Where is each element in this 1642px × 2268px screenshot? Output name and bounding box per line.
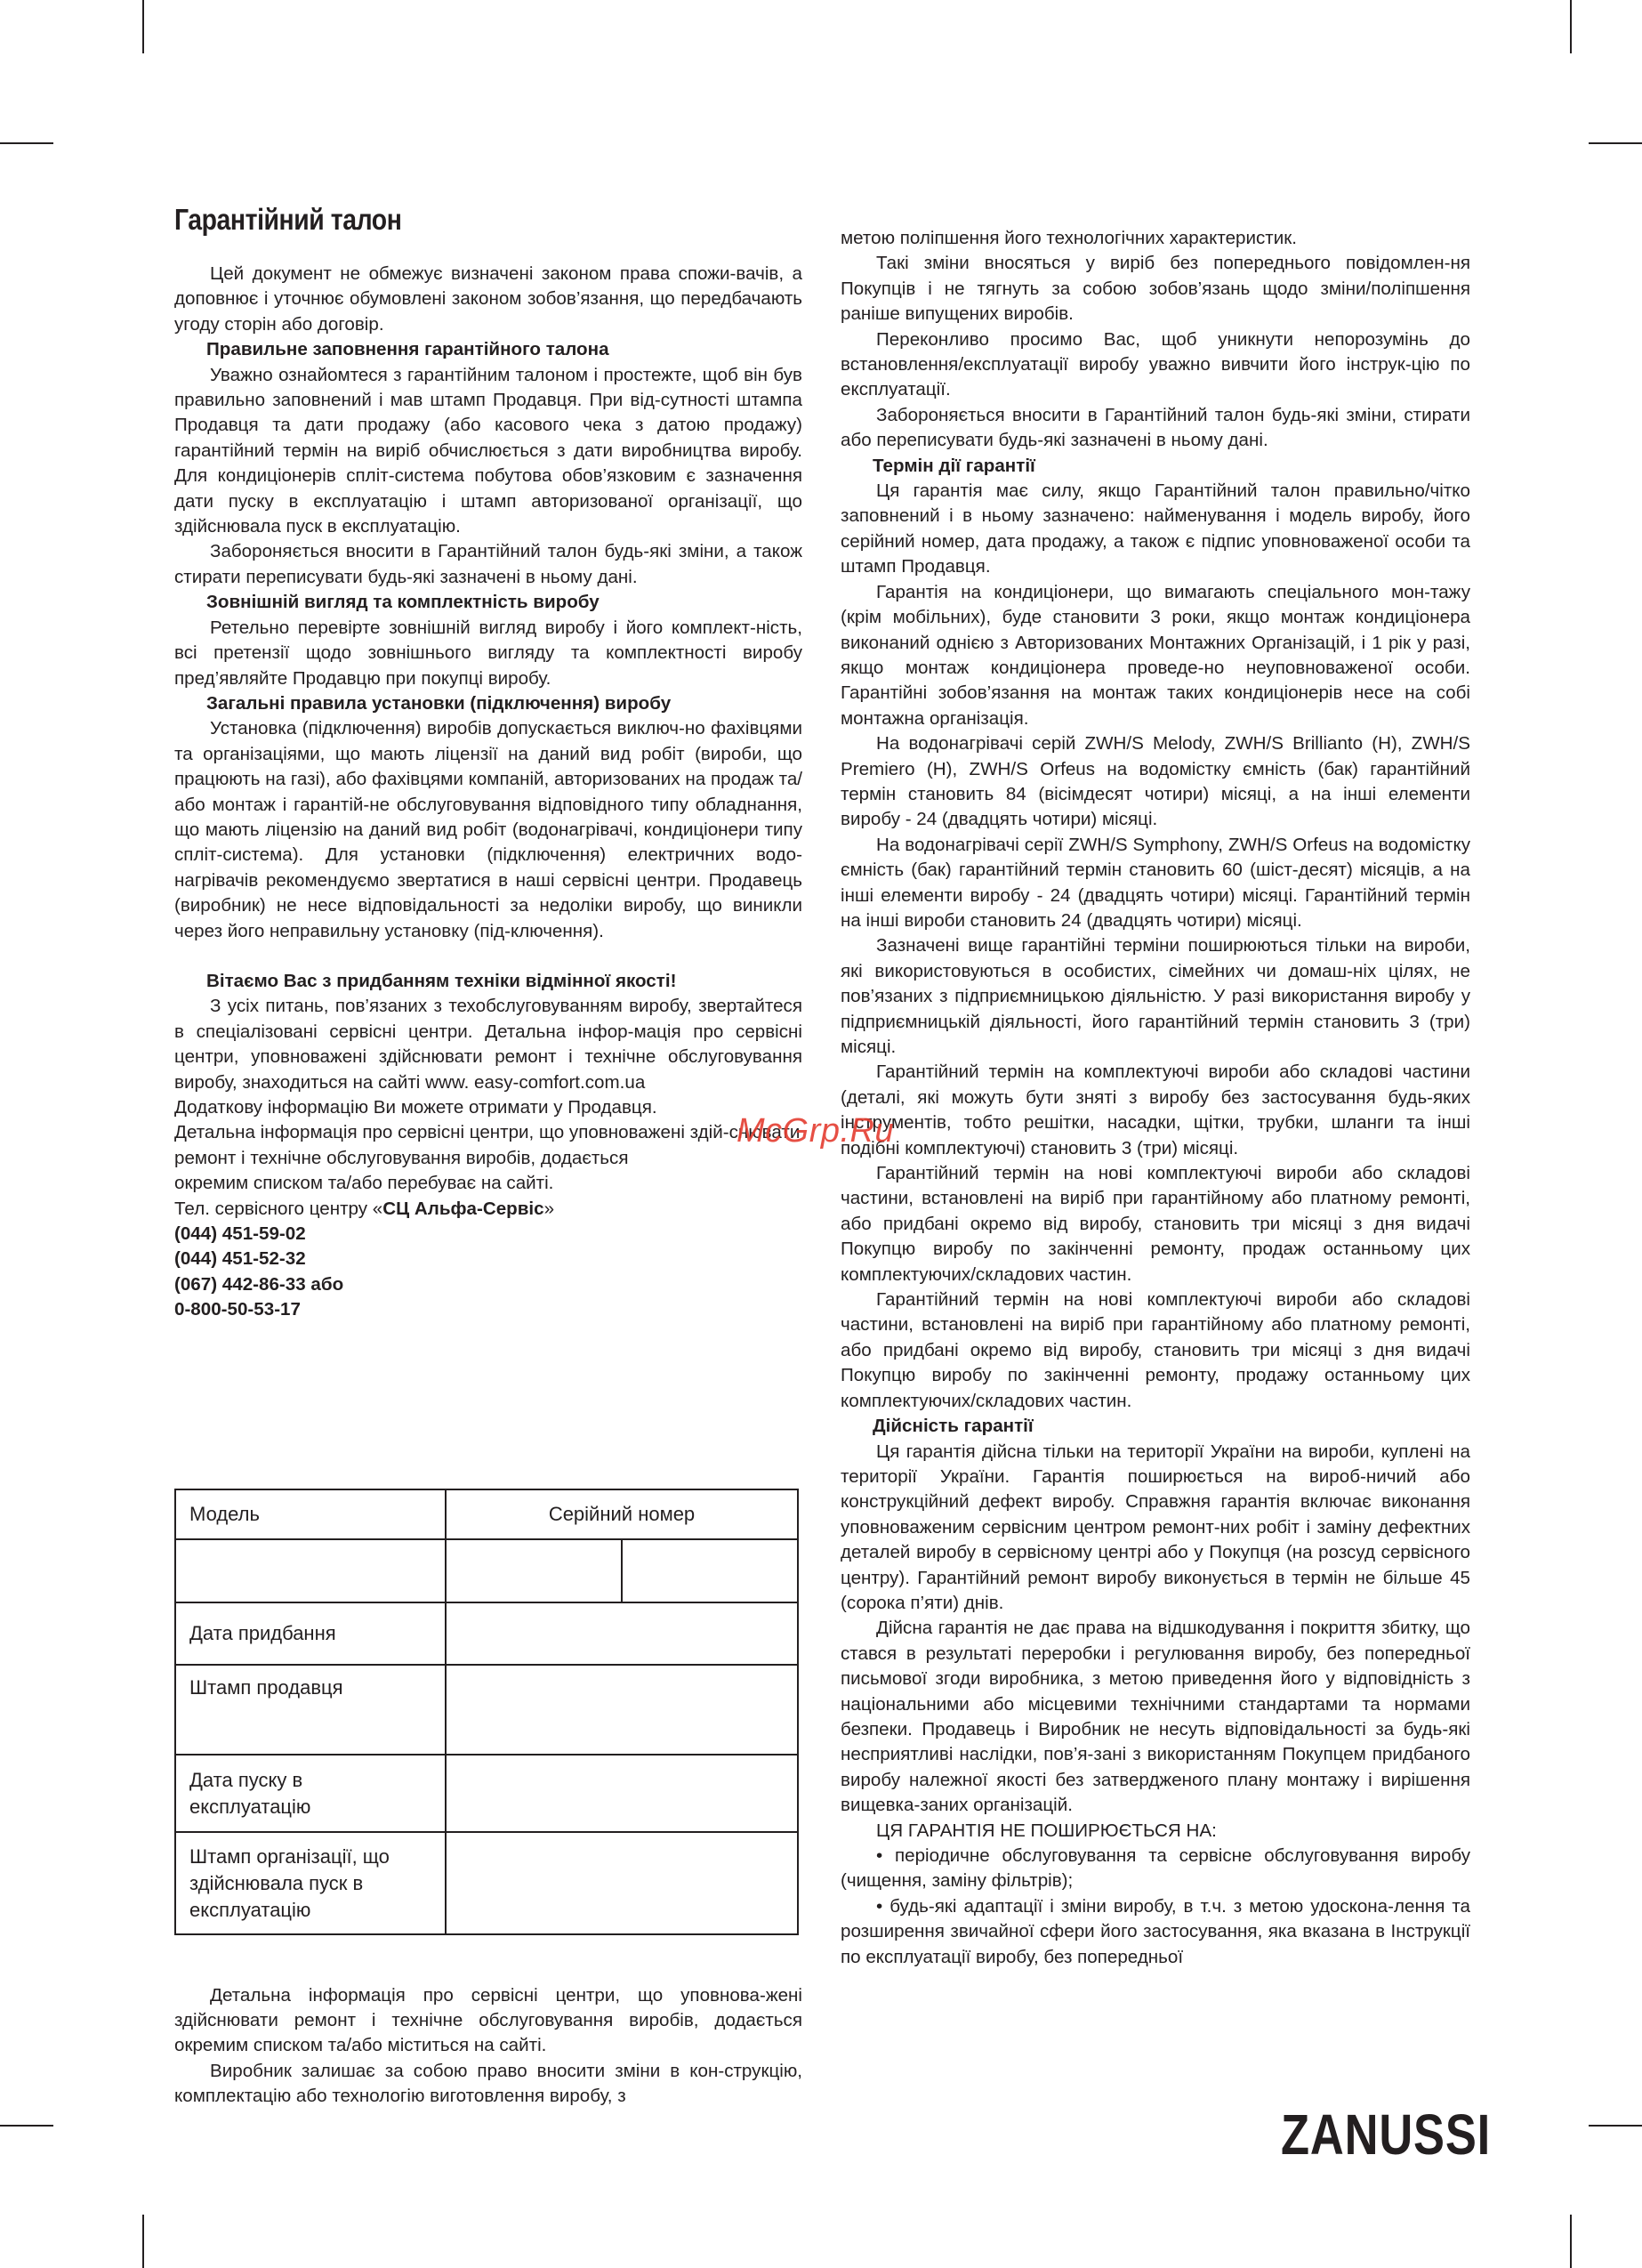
paragraph: Гарантійний термін на нові комплектуючі вироби або складові частини, встановлені на виріб при гарантійному або платному ремонті, або придбані окремо від виробу, становить три місяці з дня видачі Покупцю виробу по закінченні ремонту, продажу останньому цих комплектуючих/складових частин. [841, 1289, 1470, 1411]
crop-mark [1589, 2125, 1642, 2127]
paragraph: Ця гарантія дійсна тільки на території України на вироби, куплені на території України. Гарантія поширюється на вироб-ничий або конструкційний дефект виробу. Справжня гарантія включає виконання уповноваженим сервісним центром ремонт-них робіт і заміну дефектних деталей виробу в сервісному центрі або у Покупця (на розсуд сервісного центру). Гарантійний ремонт виробу виконується в термін не більше 45 (сорока п’яти) днів. [841, 1441, 1470, 1613]
left-bottom-text [174, 1983, 802, 2110]
serial-field-2[interactable] [622, 1539, 798, 1602]
crop-mark [1570, 2215, 1572, 2268]
purchase-date-label: Дата придбання [175, 1602, 446, 1665]
paragraph-gap [174, 944, 802, 969]
section-heading: Зовнішній вигляд та комплектність виробу [206, 592, 600, 613]
section-heading: Вітаємо Вас з придбанням техніки відмінної якості! [206, 970, 677, 991]
right-text [841, 226, 1470, 1970]
crop-mark [0, 142, 53, 144]
paragraph: Такі зміни вносяться у виріб без попереднього повідомлен-ня Покупців і не тягнуть за собою зобов’язань щодо зміни/поліпшення раніше випущених виробів. [841, 253, 1470, 325]
paragraph: Гарантія на кондиціонери, що вимагають спеціального мон-тажу (крім мобільних), буде становити 3 роки, якщо монтаж кондиціонера виконаний однією з Авторизованих Монтажних Організацій, і 1 рік у разі, якщо монтаж кондиціонера проведе-но неуповноваженої особи. Гарантійні зобов’язання на монтаж таких кондиціонерів несе на собі монтажна організація. [841, 581, 1470, 729]
section-heading: Загальні правила установки (підключення) виробу [206, 692, 672, 714]
paragraph: Переконливо просимо Вас, щоб уникнути непорозумінь до встановлення/експлуатації виробу уважно вивчити його інструк-цію по експлуатації. [841, 328, 1470, 400]
paragraph: Виробник залишає за собою право вносити зміни в кон-струкцію, комплектацію або технологію виготовлення виробу, з [174, 2060, 802, 2107]
paragraph: 0-800-50-53-17 [174, 1299, 301, 1320]
warranty-table [174, 1489, 799, 1935]
watermark: McGrp.Ru [736, 1112, 895, 1150]
seller-stamp-label: Штамп продавця [175, 1665, 446, 1755]
crop-mark [142, 0, 144, 53]
paragraph: Детальна інформація про сервісні центри, що уповноважені здій-снювати ремонт і технічне обслуговування виробів, додається [174, 1122, 801, 1168]
paragraph: Детальна інформація про сервісні центри, що уповнова-жені здійснювати ремонт і технічне обслуговування виробів, додається окремим списком та/або міститься на сайті. [174, 1984, 802, 2056]
paragraph: З усіх питань, пов’язаних з техобслуговуванням виробу, звертайтеся в спеціалізовані сервісні центри. Детальна інфор-мація про сервісні центри, уповноважені здійснювати ремонт і технічне обслуговування виробу, знаходиться на сайті www. easy-comfort.com.ua [174, 996, 802, 1093]
paragraph: Ця гарантія має силу, якщо Гарантійний талон правильно/чітко заповнений і в ньому зазначено: найменування і модель виробу, його серійний номер, дата продажу, а також є підпис уповноваженої особи та штамп Продавця. [841, 480, 1470, 577]
crop-mark [1589, 142, 1642, 144]
model-label: Модель [175, 1489, 446, 1539]
model-field[interactable] [175, 1539, 446, 1602]
section-heading: Дійсність гарантії [873, 1416, 1034, 1437]
launch-date-label: Дата пуску в експлуатацію [175, 1755, 446, 1832]
launch-date-field[interactable] [446, 1755, 798, 1832]
purchase-date-field[interactable] [446, 1602, 798, 1665]
paragraph: Дійсна гарантія не дає права на відшкодування і покриття збитку, що стався в результаті переробки і регулювання виробу, без попередньої письмової згоди виробника, з метою приведення його у відповідність з національними або місцевими технічними стандартами та нормами безпеки. Продавець і Виробник не несуть відповідальності за будь-які несприятливі наслідки, пов’я-зані з використанням Покупцем придбаного виробу належної якості без затвердженого плану монтажу і вирішення вищевка-заних організацій. [841, 1618, 1470, 1816]
section-heading: Правильне заповнення гарантійного талона [206, 339, 609, 360]
paragraph: (067) 442-86-33 або [174, 1273, 344, 1295]
paragraph: Забороняється вносити в Гарантійний талон будь-які зміни, а також стирати переписувати будь-які зазначені в ньому дані. [174, 541, 802, 587]
left-text [174, 262, 802, 1323]
paragraph: Забороняється вносити в Гарантійний талон будь-які зміни, стирати або переписувати будь-які зазначені в ньому дані. [841, 404, 1470, 451]
paragraph: Гарантійний термін на комплектуючі вироби або складові частини (деталі, які можуть бути зняті з виробу без застосування будь-яких інструментів, тобто решітки, насадки, щітки, трубки, шланги та інші подібні комплектуючі) становить 3 (три) місяці. [841, 1061, 1470, 1158]
paragraph: окремим списком та/або перебуває на сайті. [174, 1173, 554, 1194]
paragraph: Тел. сервісного центру «СЦ Альфа-Сервіс» [174, 1198, 555, 1219]
paragraph: (044) 451-59-02 [174, 1223, 306, 1245]
crop-mark [1570, 0, 1572, 53]
paragraph: Гарантійний термін на нові комплектуючі вироби або складові частини, встановлені на виріб при гарантійному або платному ремонті, або придбані окремо від виробу, становить три місяці з дня видачі Покупцю виробу по закінченні ремонту, продаж останньому цих комплектуючих/складових частин. [841, 1163, 1470, 1285]
paragraph: ЦЯ ГАРАНТІЯ НЕ ПОШИРЮЄТЬСЯ НА: [876, 1820, 1217, 1841]
paragraph: • періодичне обслуговування та сервісне обслуговування виробу (чищення, заміну фільтрів); [841, 1845, 1470, 1892]
right-column [841, 226, 1470, 1970]
crop-mark [0, 2125, 53, 2127]
paragraph: метою поліпшення його технологічних характеристик. [841, 228, 1297, 248]
org-stamp-field[interactable] [446, 1832, 798, 1934]
page-title: Гарантійний талон [174, 203, 402, 236]
section-heading: Термін дії гарантії [873, 455, 1035, 476]
serial-label: Серійний номер [446, 1489, 798, 1539]
org-stamp-label: Штамп організації, що здійснювала пуск в експлуатацію [175, 1832, 446, 1934]
paragraph: На водонагрівачі серій ZWH/S Melody, ZWH/S Brillianto (H), ZWH/S Premiero (H), ZWH/S Orfeus на водомістку ємність (бак) гарантійний термін становить 84 (вісімдесят чотири) місяці, а на інші елементи виробу - 24 (двадцять чотири) місяці. [841, 733, 1470, 830]
paragraph: На водонагрівачі серії ZWH/S Symphony, ZWH/S Orfeus на водомістку ємність (бак) гарантійний термін становить 60 (шіст-десят) місяців, а на інші елементи виробу - 24 (двадцять чотири) місяці. Гарантійний термін на інші вироби становить 24 (двадцять чотири) місяці. [841, 834, 1470, 931]
seller-stamp-field[interactable] [446, 1665, 798, 1755]
crop-mark [142, 2215, 144, 2268]
paragraph: Уважно ознайомтеся з гарантійним талоном і простежте, щоб він був правильно заповнений і мав штамп Продавця. При від-сутності штампа Продавця та дати продажу (або касового чека з датою продажу) гарантійний термін на виріб обчислюється з дати виробництва виробу. Для кондиціонерів спліт-система побутова обов’язковим є зазначення дати пуску в експлуатацію і штамп авторизованої організації, що здійснювала пуск в експлуатацію. [174, 364, 802, 537]
zanussi-logo: ZANUSSI [1281, 2103, 1492, 2167]
paragraph: Додаткову інформацію Ви можете отримати у Продавця. [174, 1097, 657, 1118]
paragraph: Установка (підключення) виробів допускається виключ-но фахівцями та організаціями, що мають ліцензії на даний вид робіт (вироби, що працюють на газі), або фахівцями компаній, авторизованих на продаж та/або монтаж і гарантій-не обслуговування відповідного типу обладнання, що мають ліцензію на даний вид робіт (водонагрівачі, кондиціонери типу спліт-система). Для установки (підключення) електричних водо-нагрівачів рекомендуємо звертатися в наші сервісні центри. Продавець (виробник) не несе відповідальності за недоліки виробу, що виникли через його неправильну установку (під-ключення). [174, 718, 802, 941]
paragraph: • будь-які адаптації і зміни виробу, в т.ч. з метою удоскона-лення та розширення звичайної сфери його застосування, яка вказана в Інструкції по експлуатації виробу, без попередньої [841, 1895, 1470, 1967]
paragraph: Цей документ не обмежує визначені законом права спожи-вачів, а доповнює і уточнює обумовлені законом зобов’язання, що передбачають угоду сторін або договір. [174, 263, 802, 335]
paragraph: Ретельно перевірте зовнішній вигляд виробу і його комплект-ність, всі претензії щодо зовнішнього вигляду та комплектності виробу пред’являйте Продавцю при покупці виробу. [174, 617, 802, 689]
serial-field-1[interactable] [446, 1539, 622, 1602]
paragraph: Зазначені вище гарантійні терміни поширюються тільки на вироби, які використовуються в особистих, сімейних чи домаш-ніх цілях, не пов’язаних з підприємницькою діяльністю. У разі використання виробу у підприємницькій діяльності, його гарантійний термін становить 3 (три) місяці. [841, 935, 1470, 1057]
paragraph: (044) 451-52-32 [174, 1248, 306, 1270]
